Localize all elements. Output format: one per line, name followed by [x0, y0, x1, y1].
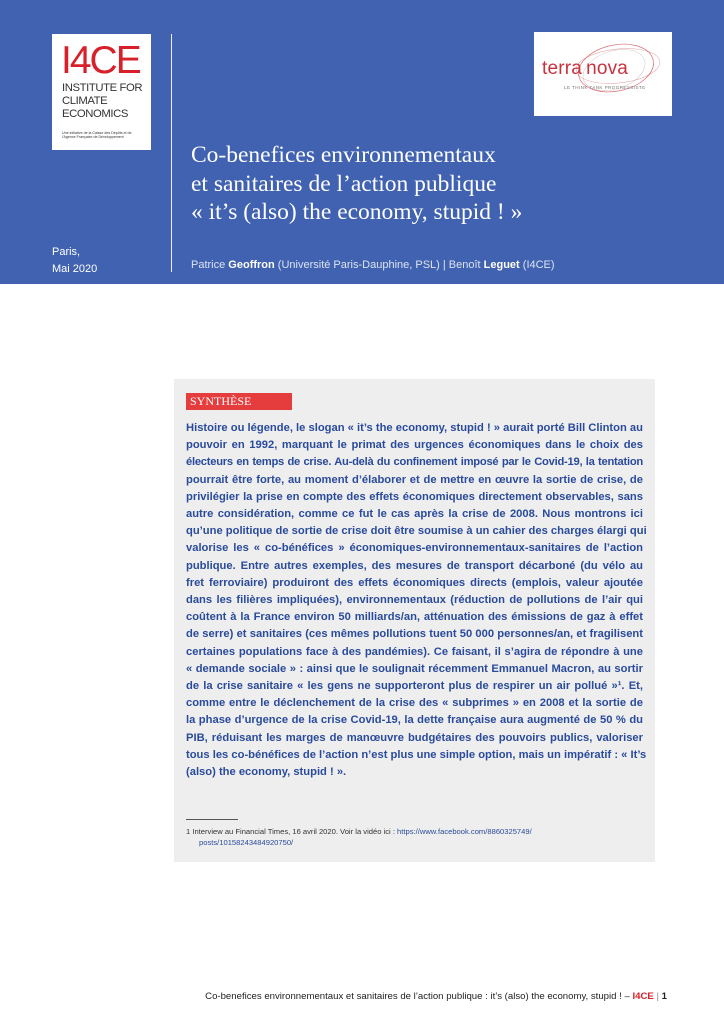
footer-brand: I4CE — [632, 991, 654, 1002]
title-line: « it’s (also) the economy, stupid ! » — [191, 199, 523, 225]
i4ce-logo-subline: Une initiative de la Caisse des Dépôts et de l'Agence Française de Développement — [62, 131, 132, 140]
paragraph-line: Histoire ou légende, le slogan « it’s the economy, stupid ! » aurait porté Bill Clinton au — [186, 422, 643, 434]
footnote-divider — [186, 819, 238, 820]
author-last-name: Geoffron — [228, 259, 275, 271]
paragraph-line: de la crise sanitaire « les gens ne supporteront plus de respirer un air pollué »¹. Et, — [186, 680, 643, 693]
terranova-wordmark: terra nova — [542, 58, 629, 79]
authors-line — [191, 258, 555, 272]
i4ce-logo-line: ECONOMICS — [62, 108, 129, 120]
terranova-tagline: LE THINK TANK PROGRESSISTE — [564, 85, 646, 90]
paragraph-line: certaines populations face à des pandémies). Ce faisant, il s’agira de répondre à une — [186, 645, 643, 658]
paragraph-line: pouvoir en 1992, marquant le primat des urgences économiques dans le choix des — [186, 439, 643, 452]
footnote-text: 1 Interview au Financial Times, 16 avril 2020. Voir la vidéo ici : — [186, 827, 398, 836]
footer-text: Co-benefices environnementaux et sanitaires de l’action publique : it’s (also) the economy, stupid ! – — [205, 991, 633, 1002]
paragraph-line: « demande sociale » : ainsi que le soulignait récemment Emmanuel Macron, au sortir — [186, 662, 643, 675]
date: Mai 2020 — [52, 263, 98, 275]
footnote-link[interactable]: https://www.facebook.com/8860325749/ — [397, 827, 532, 836]
header-divider — [171, 34, 172, 272]
paragraph-line: qu’une politique de sortie de crise doit être soumise à un cahier des charges élargi qui — [186, 525, 647, 538]
footer-separator: | — [653, 991, 662, 1002]
paragraph-line: autre considération, comme ce fut le cas après la crise de 2008. Nous montrons ici — [186, 508, 643, 521]
paragraph-line: valorise les « co-bénéfices » économiques-environnementaux-sanitaires de l’action — [186, 542, 643, 555]
paragraph-line: tous les co-bénéfices de l’action n’est plus une simple option, mais un impératif : « It’s — [186, 748, 647, 761]
place-date — [52, 244, 97, 278]
paragraph-line: de serre) et sanitaires (ces mêmes pollutions tuent 50 000 personnes/an, et fragilisent — [186, 628, 643, 641]
place: Paris, — [52, 246, 81, 258]
page-number: 1 — [661, 991, 667, 1002]
paragraph-line: privilégier la prise en compte des effets économiques directement observables, sans — [186, 490, 643, 503]
i4ce-logo-line: INSTITUTE FOR — [62, 82, 143, 94]
paragraph-line: PIB, réduisant les marges de manœuvre budgétaires des pouvoirs publics, valoriser — [186, 731, 643, 744]
paragraph-line: fret ferroviaire) produiront des effets économiques directs (emplois, valeur ajoutée — [186, 576, 643, 589]
synthese-label: SYNTHÈSE — [186, 393, 292, 410]
author-first-name: Patrice — [191, 259, 229, 271]
footnote-link-continued[interactable]: posts/10158243484920750/ — [199, 838, 294, 847]
paragraph-line: comme entre le déclenchement de la crise des « subprimes » en 2008 et la sortie de — [186, 697, 643, 710]
paragraph-line: électeurs en temps de crise. Au-delà du confinement imposé par le Covid-19, la tentation — [186, 456, 643, 469]
author-last-name: Leguet — [483, 259, 520, 271]
synthese-paragraph — [186, 420, 647, 781]
paragraph-line: dans les filières impliquées), environnementaux (réduction de pollutions de l’air qui — [186, 594, 643, 607]
author-affiliation: (Université Paris-Dauphine, PSL) | — [274, 259, 449, 271]
paragraph-line: coûtent à la France environ 50 milliards/an, atténuation des émissions de gaz à effet — [186, 611, 643, 624]
paragraph-line: publique. Entre autres exemples, des mesures de transport décarboné (du vélo au — [186, 559, 643, 572]
i4ce-logo — [52, 34, 151, 150]
paragraph-line: pourrait être forte, au moment d’élaborer et de mettre en œuvre la sortie de crise, de — [186, 473, 643, 486]
author-affiliation: (I4CE) — [519, 259, 555, 271]
page-footer — [205, 990, 667, 1003]
terranova-logo — [534, 32, 672, 116]
title-line: et sanitaires de l’action publique — [191, 170, 497, 197]
i4ce-logo-mark: I4CE — [61, 39, 140, 82]
footnote — [186, 826, 646, 848]
i4ce-logo-line: CLIMATE — [62, 95, 108, 107]
author-first-name: Benoît — [448, 259, 484, 271]
paragraph-line: la phase d’urgence de la crise Covid-19, la dette française aura augmenté de 50 % du — [186, 714, 643, 727]
title-line: Co-benefices environnementaux — [191, 142, 496, 168]
paragraph-line: (also) the economy, stupid ! ». — [186, 766, 347, 779]
page-title — [191, 141, 691, 227]
